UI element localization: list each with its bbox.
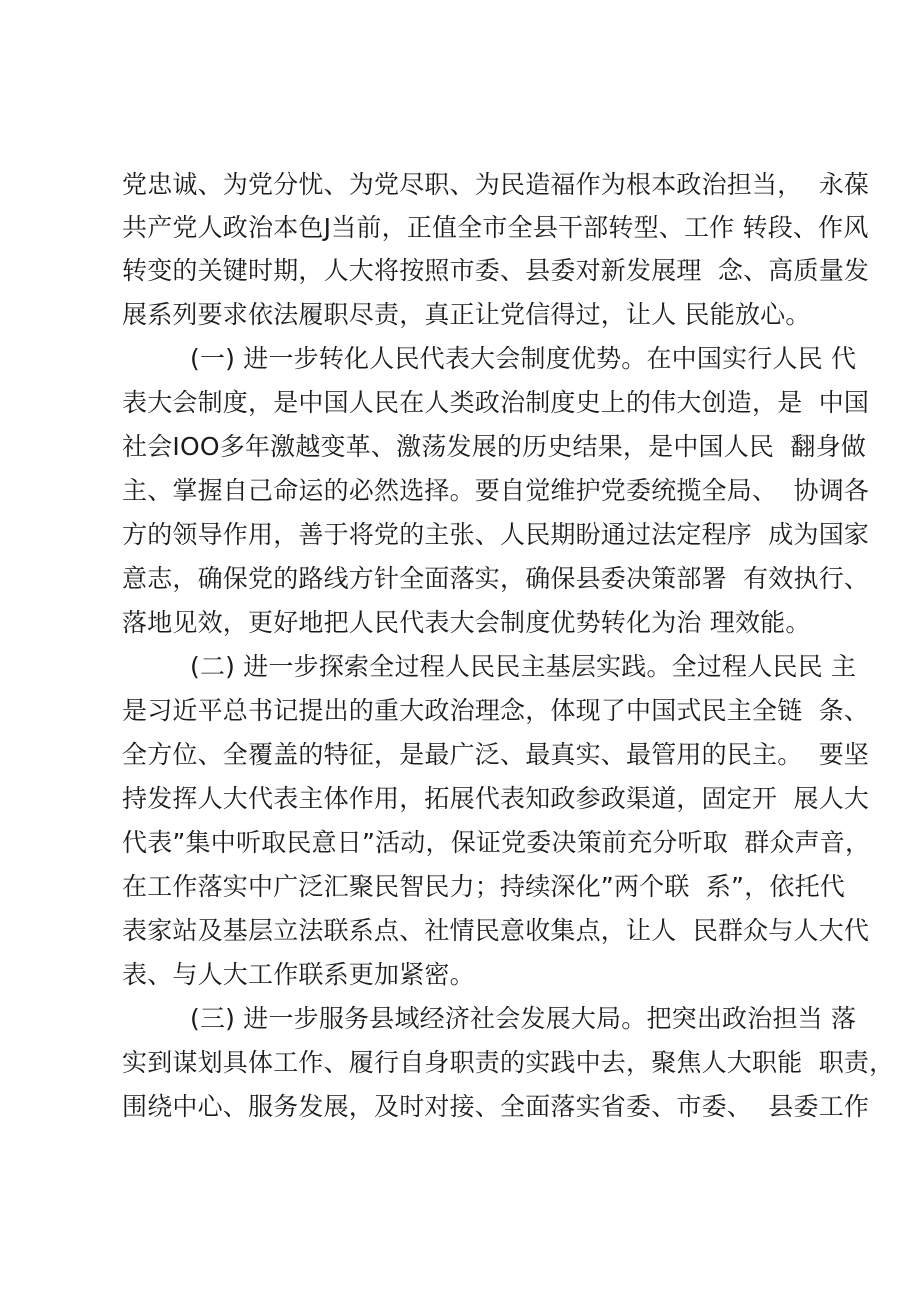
text-line: 围绕中心、服务发展，及时对接、全面落实省委、市委、 县委工作 [122, 1092, 870, 1121]
text-line: 表大会制度，是中国人民在人类政治制度史上的伟大创造，是 中国 [122, 388, 870, 417]
text-line: 方的领导作用，善于将党的主张、人民期盼通过法定程序 成为国家 [122, 520, 870, 549]
text-line: 主、掌握自己命运的必然选择。要自觉维护党委统揽全局、 协调各 [122, 476, 870, 505]
text-line: 展系列要求依法履职尽责，真正让党信得过，让人 民能放心。 [122, 300, 811, 329]
text-line: 转变的关键时期，人大将按照市委、县委对新发展理 念、高质量发 [122, 256, 870, 285]
text-line: 全方位、全覆盖的特征，是最广泛、最真实、最管用的民主。 要坚 [122, 740, 870, 769]
text-line: 持发挥人大代表主体作用，拓展代表知政参政渠道，固定开 展人大 [122, 784, 870, 813]
text-line: 代表”集中听取民意日”活动，保证党委决策前充分听取 群众声音， [122, 828, 871, 857]
text-line: 实到谋划具体工作、履行自身职责的实践中去，聚焦人大职能 职责， [122, 1048, 895, 1077]
text-line: 表家站及基层立法联系点、社情民意收集点，让人 民群众与人大代 [122, 916, 870, 945]
text-line: 落地见效，更好地把人民代表大会制度优势转化为治 理效能。 [122, 608, 811, 637]
text-line: 在工作落实中广泛汇聚民智民力；持续深化”两个联 系”，依托代 [122, 872, 845, 901]
text-line: 意志，确保党的路线方针全面落实，确保县委决策部署 有效执行、 [122, 564, 870, 593]
text-line: 社会IOO多年激越变革、激荡发展的历史结果，是中国人民 翻身做 [122, 432, 867, 461]
section-heading-line: (二) 进一步探索全过程人民民主基层实践。全过程人民民 主 [190, 652, 857, 681]
text-line: 表、与人大工作联系更加紧密。 [122, 960, 475, 989]
text-line: 是习近平总书记提出的重大政治理念，体现了中国式民主全链 条、 [122, 696, 870, 725]
text-line: 共产党人政治本色J当前，正值全市全县干部转型、工作 转段、作风 [122, 213, 869, 242]
text-line: 党忠诚、为党分忧、为党尽职、为民造福作为根本政治担当， 永葆 [122, 170, 870, 199]
section-heading-line: (一) 进一步转化人民代表大会制度优势。在中国实行人民 代 [190, 344, 857, 373]
section-heading-line: (三) 进一步服务县域经济社会发展大局。把突出政治担当 落 [190, 1004, 857, 1033]
